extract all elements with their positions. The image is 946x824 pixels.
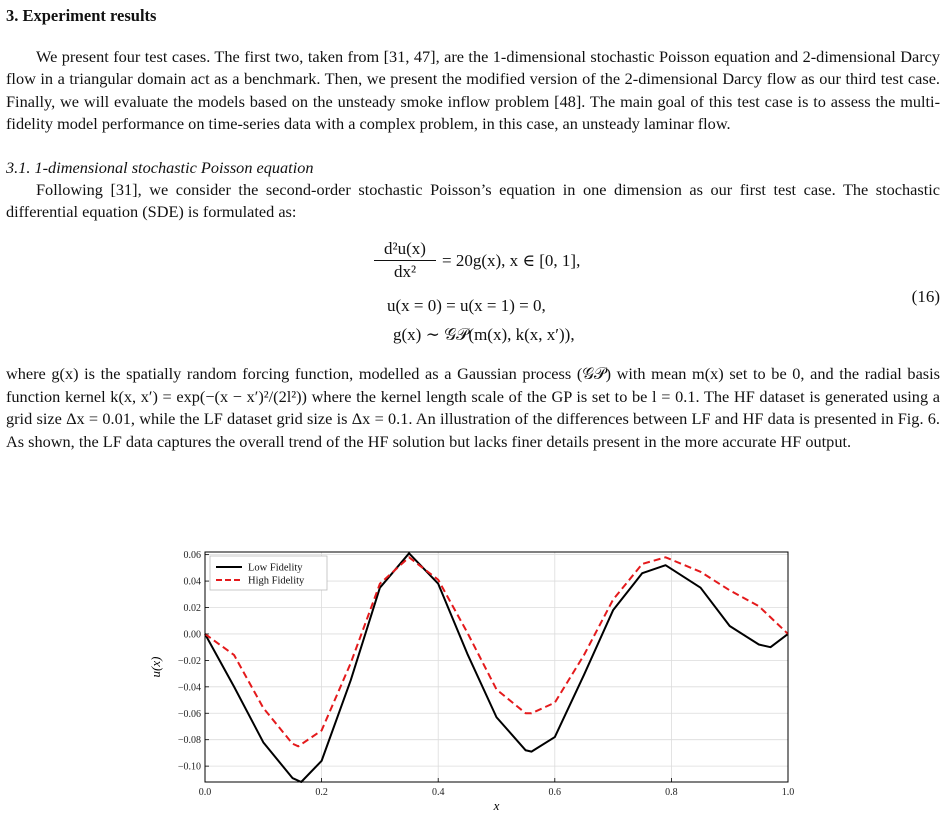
x-tick-label: 1.0 <box>781 787 795 798</box>
equation-fraction-denominator: dx² <box>393 262 417 282</box>
line-chart <box>0 540 946 819</box>
x-tick-label: 0.2 <box>315 787 328 798</box>
paper-page <box>6 0 940 453</box>
equation-16 <box>6 229 940 359</box>
y-axis-label: u(x) <box>148 656 163 678</box>
y-tick-label: 0.00 <box>183 629 201 641</box>
equation-line-1-rhs: = 20g(x), x ∈ [0, 1], <box>442 251 581 271</box>
equation-line-3: g(x) ∼ 𝒢𝒫(m(x), k(x, x′)), <box>393 325 575 345</box>
y-tick-label: 0.06 <box>183 550 201 562</box>
equation-fraction <box>374 239 436 282</box>
x-tick-label: 0.4 <box>431 787 445 798</box>
section-intro-paragraph: We present four test cases. The first two, taken from [31, 47], are the 1-dimensional stochastic Poisson equation and 2-dimensional Darcy flow in a triangular domain act as a benchmark. Then, we present the modified version of the 2-dimensional Darcy flow as our third test case. Finally, we will evaluate the models based on the unsteady smoke inflow problem [48]. The main goal of this test case is to assess the multi-fidelity model performance on time-series data with a complex problem, in this case, an unsteady laminar flow. <box>6 47 940 134</box>
x-tick-label: 0.8 <box>665 787 678 798</box>
subsection-body-paragraph: where g(x) is the spatially random forcing function, modelled as a Gaussian process (𝒢𝒫) with mean m(x) set to be 0, and the radial basis function kernel k(x, x′) = exp(−(x − x′)²/(2l²)) where the kernel length scale of the GP is set to be l = 0.1. The HF dataset is generated using a grid size Δx = 0.01, while the LF dataset grid size is Δx = 0.1. An illustration of the differences between LF and HF data is presented in Fig. 6. As shown, the LF data captures the overall trend of the HF solution but lacks finer details present in the more accurate HF output. <box>6 364 940 451</box>
x-axis-label: x <box>493 798 500 813</box>
y-tick-label: 0.02 <box>183 603 201 615</box>
y-tick-label: 0.04 <box>183 576 201 588</box>
y-tick-label: −0.02 <box>177 655 201 667</box>
y-tick-label: −0.10 <box>177 761 201 773</box>
y-tick-label: −0.06 <box>177 708 201 720</box>
x-tick-label: 0.6 <box>548 787 562 798</box>
subsection-lead-paragraph: Following [31], we consider the second-order stochastic Poisson’s equation in one dimension as our first test case. The stochastic differential equation (SDE) is formulated as: <box>6 179 940 222</box>
subsection-title: 3.1. 1-dimensional stochastic Poisson equation <box>6 157 314 177</box>
y-tick-label: −0.04 <box>177 682 201 694</box>
figure-6 <box>0 540 946 819</box>
x-tick-label: 0.0 <box>198 787 212 798</box>
equation-fraction-numerator: d²u(x) <box>384 239 426 259</box>
legend-label: Low Fidelity <box>248 562 303 574</box>
section-title: 3. Experiment results <box>6 6 157 25</box>
equation-number: (16) <box>911 287 940 307</box>
legend-label: High Fidelity <box>248 575 305 587</box>
equation-line-2: u(x = 0) = u(x = 1) = 0, <box>387 296 546 316</box>
y-tick-label: −0.08 <box>177 735 201 747</box>
